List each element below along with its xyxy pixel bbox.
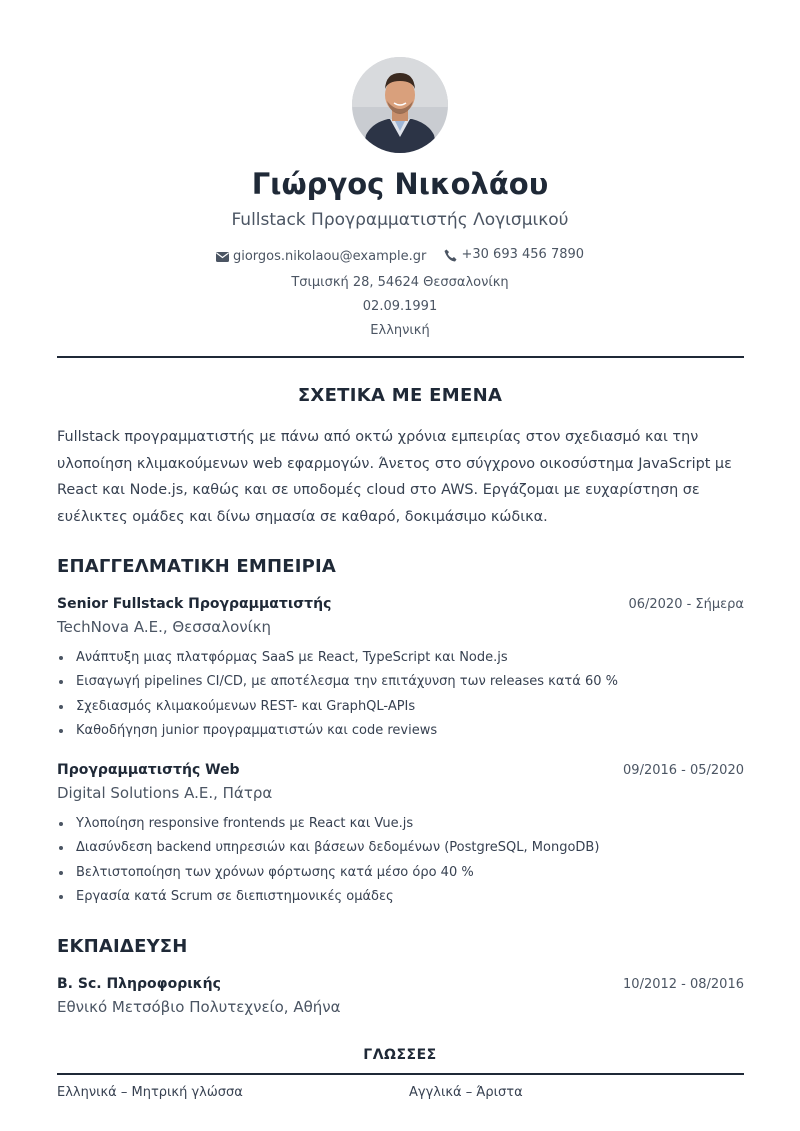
list-item: Ανάπτυξη μιας πλατφόρμας SaaS με React, TypeScript και Node.js xyxy=(57,646,744,670)
job-title: Προγραμματιστής Web xyxy=(57,762,240,778)
about-section-title: ΣΧΕΤΙΚΑ ΜΕ ΕΜΕΝΑ xyxy=(297,385,503,406)
school-name: Εθνικό Μετσόβιο Πολυτεχνείο, Αθήνα xyxy=(57,998,341,1016)
list-item: Υλοποίηση responsive frontends με React και Vue.js xyxy=(57,812,744,836)
header-divider xyxy=(57,356,744,358)
birthdate: 02.09.1991 xyxy=(362,298,438,314)
list-item: Βελτιστοποίηση των χρόνων φόρτωσης κατά μέσο όρο 40 % xyxy=(57,861,744,885)
experience-section-title: ΕΠΑΓΓΕΛΜΑΤΙΚΗ ΕΜΠΕΙΡΙΑ xyxy=(57,556,337,577)
about-text: Fullstack προγραμματιστής με πάνω από οκτώ χρόνια εμπειρίας στον σχεδιασμό και την υλοποίηση κλιμακούμενων web εφαρμογών. Άνετος στο σύγχρονο οικοσύστημα JavaScript με React και Node.js, καθώς και σε υποδομές cloud στο AWS. Εργάζομαι με ευχαρίστηση σε ευέλικτες ομάδες και δίνω σημασία σε καθαρό, δοκιμάσιμο κώδικα. xyxy=(57,429,732,525)
job-entry xyxy=(57,762,744,909)
language-item: Αγγλικά – Άριστα xyxy=(409,1085,523,1100)
phone-text: +30 693 456 7890 xyxy=(461,247,585,262)
job-company: Digital Solutions A.E., Πάτρα xyxy=(57,784,273,802)
job-company: TechNova A.E., Θεσσαλονίκη xyxy=(57,618,272,636)
job-bullets xyxy=(57,646,744,743)
list-item: Διασύνδεση backend υπηρεσιών και βάσεων δεδομένων (PostgreSQL, MongoDB) xyxy=(57,836,744,860)
list-item: Σχεδιασμός κλιμακούμενων REST- και GraphQL-APIs xyxy=(57,695,744,719)
degree-title: B. Sc. Πληροφορικής xyxy=(57,976,221,992)
job-date: 06/2020 - Σήμερα xyxy=(628,597,744,612)
job-entry xyxy=(57,596,744,743)
languages-section-title: ΓΛΩΣΣΕΣ xyxy=(363,1047,437,1063)
list-item: Εισαγωγή pipelines CI/CD, με αποτέλεσμα την επιτάχυνση των releases κατά 60 % xyxy=(57,670,744,694)
phone-icon xyxy=(444,249,457,262)
person-name: Γιώργος Νικολάου xyxy=(251,167,549,201)
phone-contact[interactable] xyxy=(444,243,584,267)
list-item: Καθοδήγηση junior προγραμματιστών και code reviews xyxy=(57,719,744,743)
job-date: 09/2016 - 05/2020 xyxy=(623,763,744,778)
nationality: Ελληνική xyxy=(370,322,430,338)
list-item: Εργασία κατά Scrum σε διεπιστημονικές ομάδες xyxy=(57,885,744,909)
address: Τσιμισκή 28, 54624 Θεσσαλονίκη xyxy=(291,274,509,290)
email-text: giorgos.nikolaou@example.gr xyxy=(232,248,427,264)
job-title: Senior Fullstack Προγραμματιστής xyxy=(57,596,332,612)
email-contact[interactable] xyxy=(216,245,426,269)
cv-header xyxy=(0,0,800,343)
job-bullets xyxy=(57,812,744,909)
education-section-title: ΕΚΠΑΙΔΕΥΣΗ xyxy=(57,936,188,957)
contact-row xyxy=(0,243,800,271)
language-item: Ελληνικά – Μητρική γλώσσα xyxy=(57,1085,243,1100)
education-entry xyxy=(57,976,744,1016)
envelope-icon xyxy=(216,252,229,262)
job-role: Fullstack Προγραμματιστής Λογισμικού xyxy=(231,210,569,230)
education-date: 10/2012 - 08/2016 xyxy=(623,977,744,992)
languages-divider xyxy=(57,1073,744,1075)
profile-photo xyxy=(352,57,448,153)
